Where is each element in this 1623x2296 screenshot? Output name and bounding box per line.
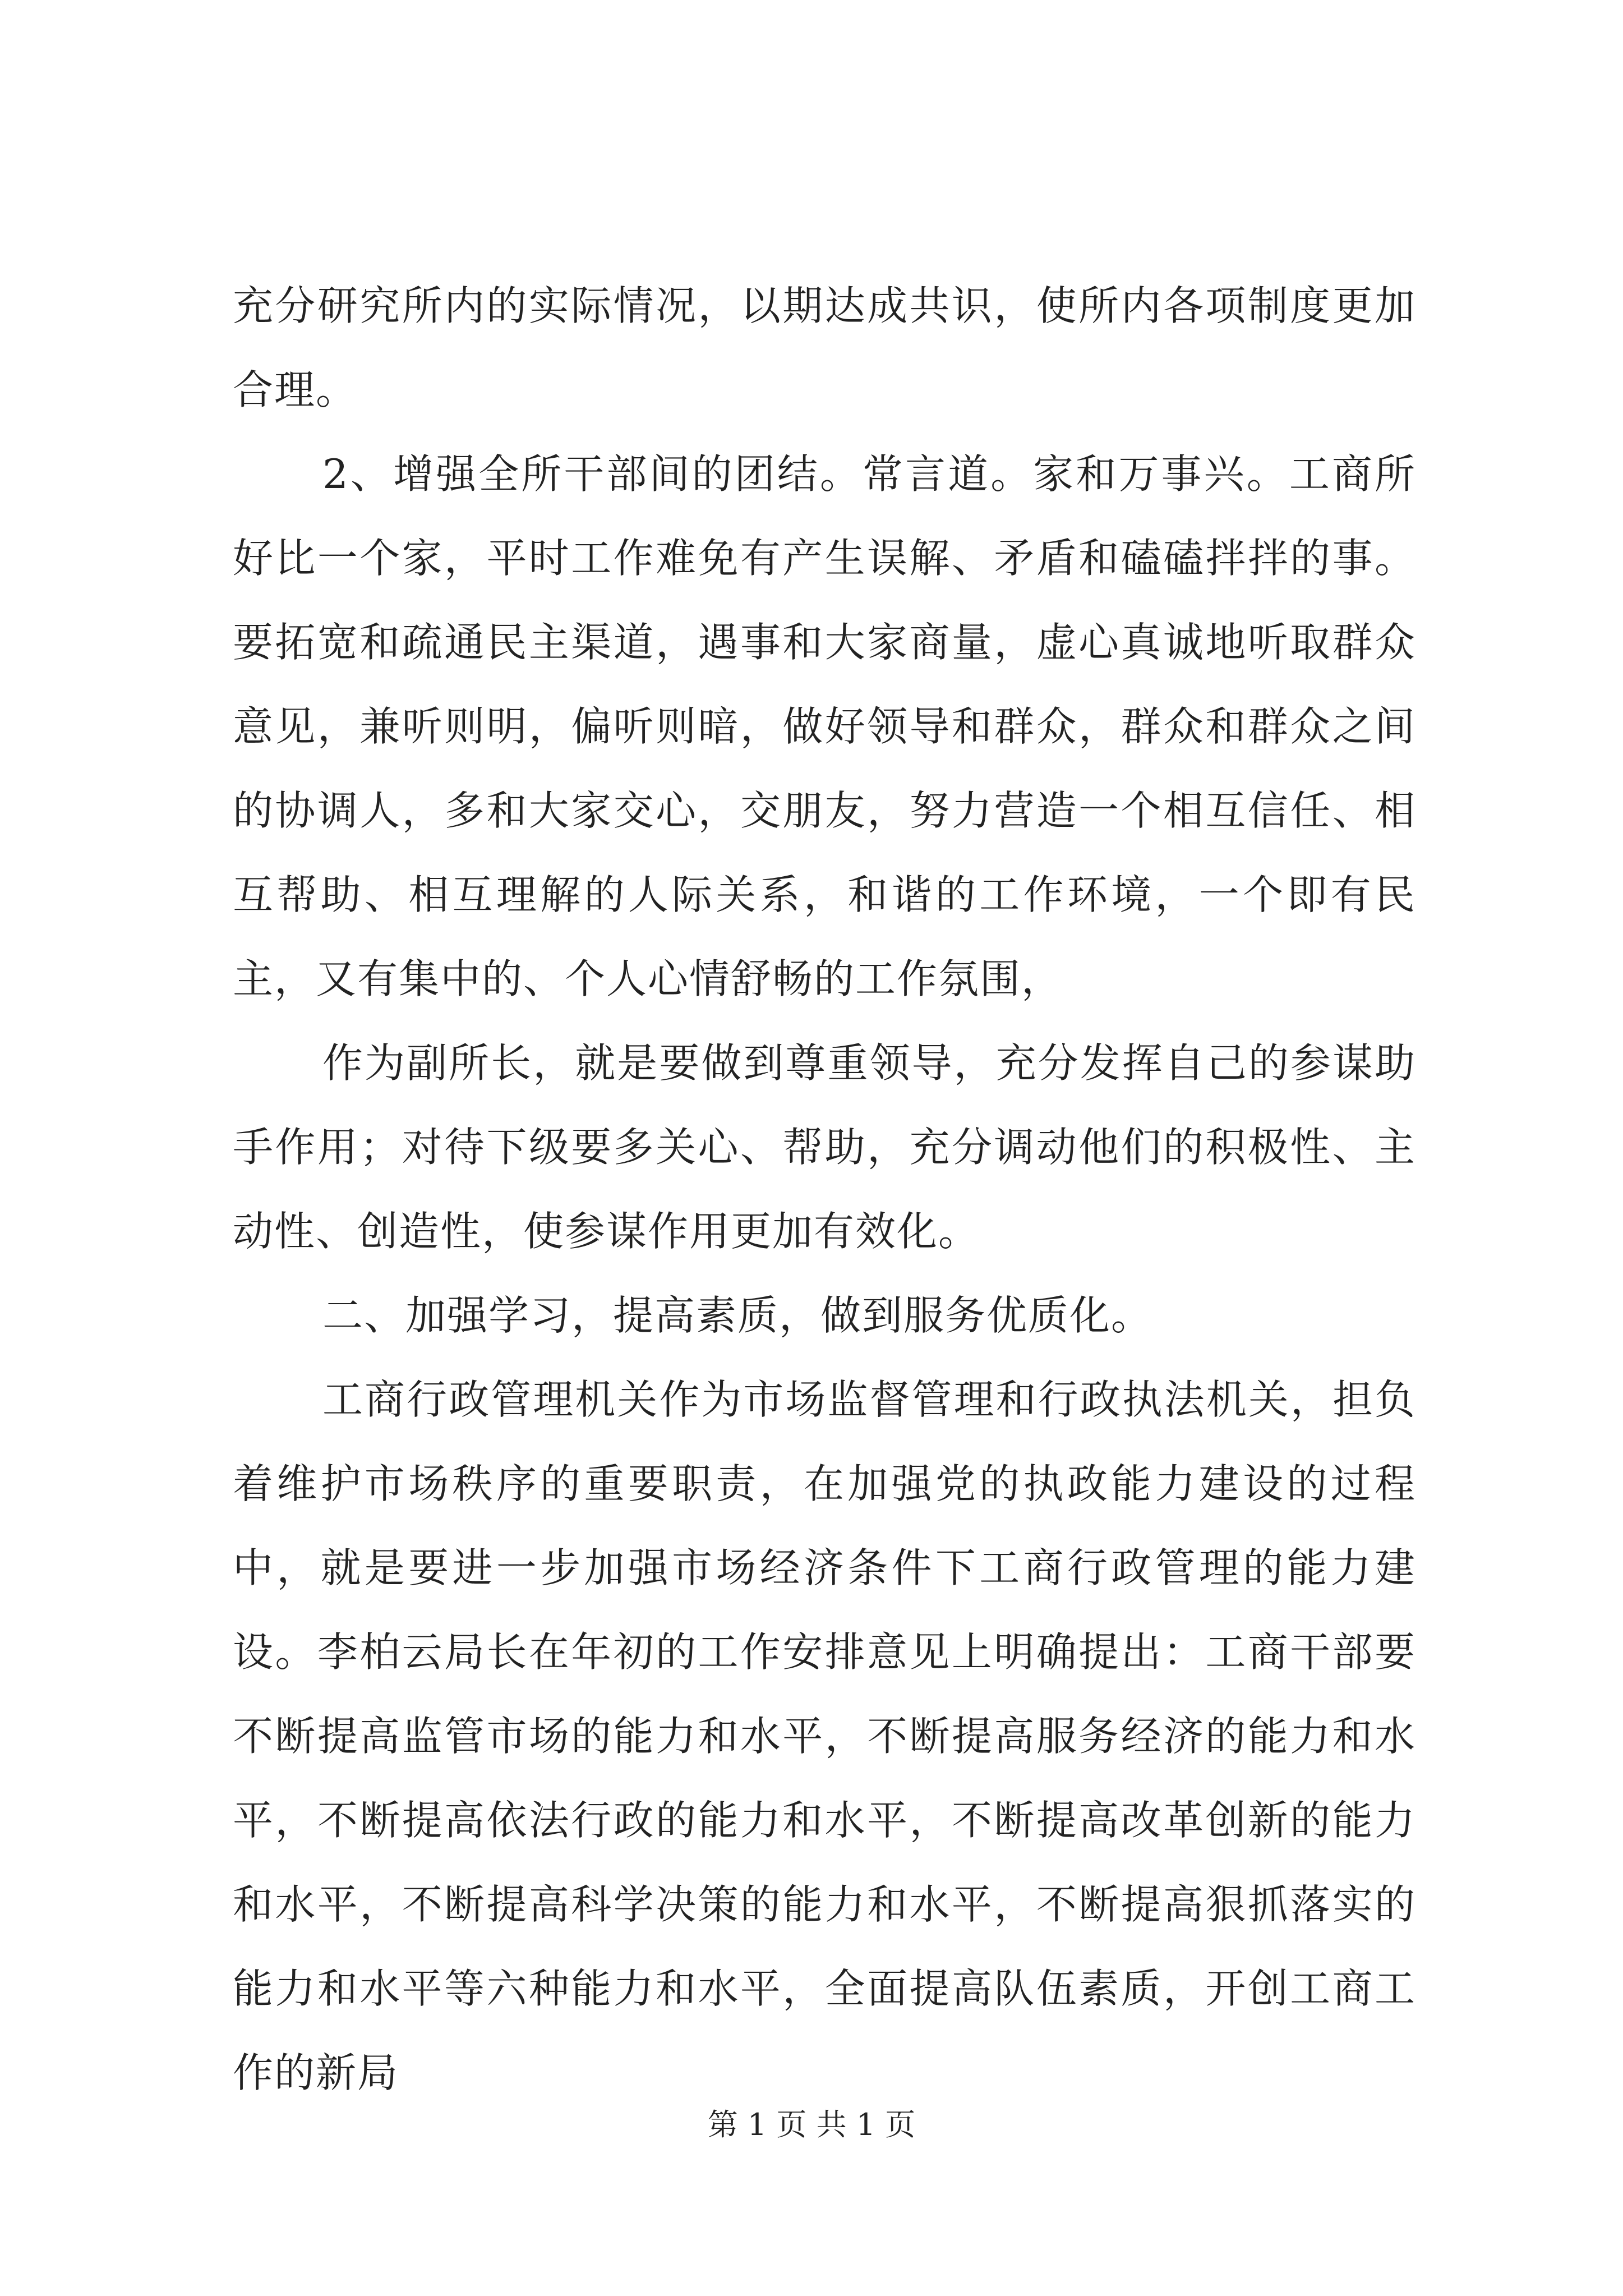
section-heading-two: 二、加强学习，提高素质，做到服务优质化。 (322, 1292, 1153, 1339)
document-body (233, 264, 1416, 2115)
page-number-footer: 第 1 页 共 1 页 (707, 2107, 916, 2142)
paragraph-continuation: 充分研究所内的实际情况，以期达成共识，使所内各项制度更加合理。 (233, 282, 1416, 413)
paragraph-deputy-role: 作为副所长，就是要做到尊重领导，充分发挥自己的参谋助手作用；对待下级要多关心、帮助，充分调动他们的积极性、主动性、创造性，使参谋作用更加有效化。 (233, 1039, 1416, 1255)
paragraph-unity: 2、增强全所干部间的团结。常言道。家和万事兴。工商所好比一个家，平时工作难免有产生误解、矛盾和磕磕拌拌的事。要拓宽和疏通民主渠道，遇事和大家商量，虚心真诚地听取群众意见，兼听则明，偏听则暗，做好领导和群众，群众和群众之间的协调人，多和大家交心，交朋友，努力营造一个相互信任、相互帮助、相互理解的人际关系，和谐的工作环境，一个即有民主，又有集中的、个人心情舒畅的工作氛围， (233, 450, 1416, 1002)
paragraph-capacity-building: 工商行政管理机关作为市场监督管理和行政执法机关，担负着维护市场秩序的重要职责，在加强党的执政能力建设的过程中，就是要进一步加强市场经济条件下工商行政管理的能力建设。李柏云局长在年初的工作安排意见上明确提出：工商干部要不断提高监管市场的能力和水平，不断提高服务经济的能力和水平，不断提高依法行政的能力和水平，不断提高改革创新的能力和水平，不断提高科学决策的能力和水平，不断提高狠抓落实的能力和水平等六种能力和水平，全面提高队伍素质，开创工商工作的新局 (233, 1376, 1416, 2096)
